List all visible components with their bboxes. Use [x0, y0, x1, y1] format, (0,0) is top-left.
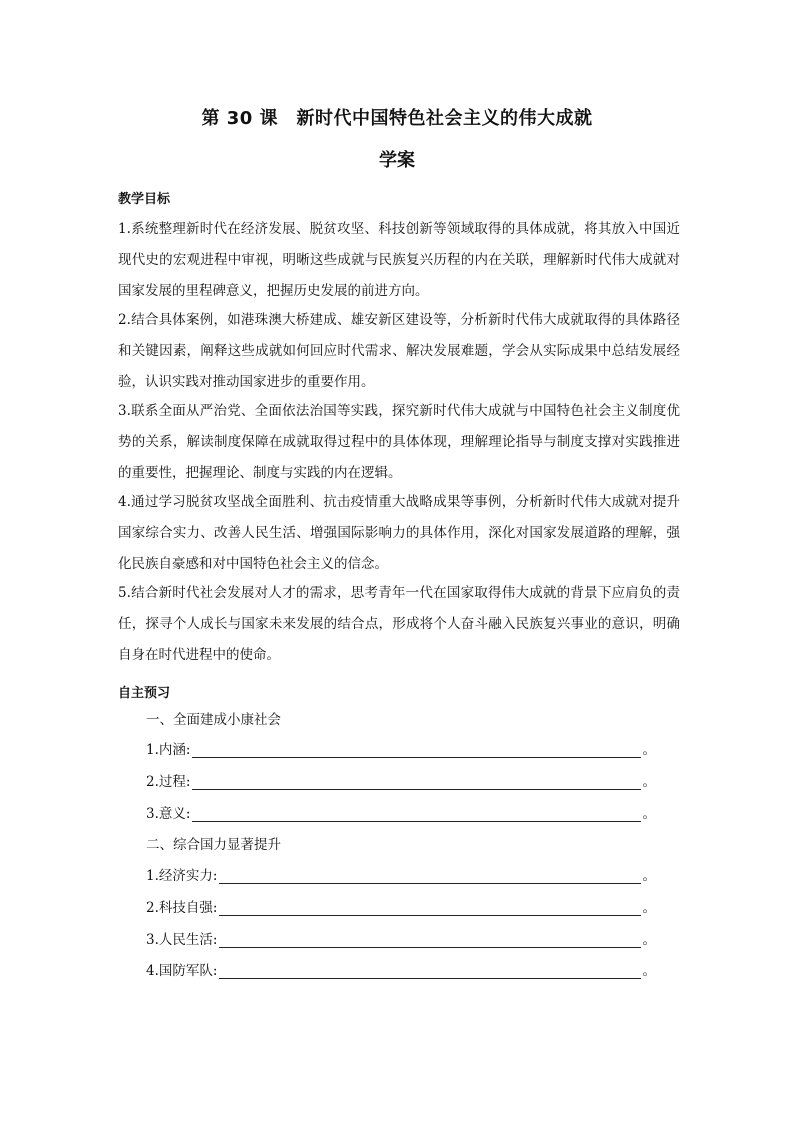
- answer-line[interactable]: [192, 806, 640, 822]
- answer-line[interactable]: [219, 868, 640, 884]
- answer-line[interactable]: [219, 932, 640, 948]
- field-end: 。: [642, 742, 656, 758]
- field-end: 。: [642, 868, 656, 884]
- objective-item: 2.结合具体案例，如港珠澳大桥建成、雄安新区建设等，分析新时代伟大成就取得的具体路径和关键因素，阐释这些成就如何回应时代需求、解决发展难题，学会从实际成果中总结发展经验，认识实践对推动国家进步的重要作用。: [118, 312, 680, 390]
- field-label: 4.国防军队:: [146, 963, 218, 979]
- preview-heading: 自主预习: [118, 686, 171, 701]
- field-label: 3.人民生活:: [146, 932, 218, 948]
- field-end: 。: [642, 900, 656, 916]
- fill-blank-field[interactable]: [146, 928, 656, 948]
- field-end: 。: [642, 932, 656, 948]
- field-end: 。: [642, 774, 656, 790]
- fill-blank-field[interactable]: [146, 959, 656, 979]
- answer-line[interactable]: [192, 742, 640, 758]
- field-label: 3.意义:: [146, 806, 191, 822]
- fill-blank-field[interactable]: [146, 738, 656, 758]
- document-title: 第 30 课 新时代中国特色社会主义的伟大成就: [201, 108, 593, 129]
- section1-title: 一、全面建成小康社会: [146, 712, 281, 728]
- field-end: 。: [642, 963, 656, 979]
- fill-blank-field[interactable]: [146, 770, 656, 790]
- document-subtitle: 学案: [379, 150, 415, 171]
- objectives-list: [118, 214, 680, 669]
- field-label: 2.科技自强:: [146, 900, 218, 916]
- field-label: 1.经济实力:: [146, 868, 218, 884]
- objective-item: 1.系统整理新时代在经济发展、脱贫攻坚、科技创新等领域取得的具体成就，将其放入中国近现代史的宏观进程中审视，明晰这些成就与民族复兴历程的内在关联，理解新时代伟大成就对国家发展的里程碑意义，把握历史发展的前进方向。: [118, 221, 680, 299]
- answer-line[interactable]: [192, 774, 640, 790]
- answer-line[interactable]: [219, 900, 640, 916]
- objectives-heading: 教学目标: [118, 192, 171, 207]
- field-label: 1.内涵:: [146, 742, 191, 758]
- field-label: 2.过程:: [146, 774, 191, 790]
- fill-blank-field[interactable]: [146, 896, 656, 916]
- objective-item: 3.联系全面从严治党、全面依法治国等实践，探究新时代伟大成就与中国特色社会主义制度优势的关系，解读制度保障在成就取得过程中的具体体现，理解理论指导与制度支撑对实践推进的重要性，把握理论、制度与实践的内在逻辑。: [118, 403, 680, 481]
- field-end: 。: [642, 806, 656, 822]
- objective-item: 4.通过学习脱贫攻坚战全面胜利、抗击疫情重大战略成果等事例，分析新时代伟大成就对提升国家综合实力、改善人民生活、增强国际影响力的具体作用，深化对国家发展道路的理解，强化民族自豪感和对中国特色社会主义的信念。: [118, 494, 680, 572]
- section2-title: 二、综合国力显著提升: [146, 837, 281, 853]
- fill-blank-field[interactable]: [146, 864, 656, 884]
- objective-item: 5.结合新时代社会发展对人才的需求，思考青年一代在国家取得伟大成就的背景下应肩负的责任，探寻个人成长与国家未来发展的结合点，形成将个人奋斗融入民族复兴事业的意识，明确自身在时代进程中的使命。: [118, 585, 680, 663]
- fill-blank-field[interactable]: [146, 802, 656, 822]
- answer-line[interactable]: [219, 963, 640, 979]
